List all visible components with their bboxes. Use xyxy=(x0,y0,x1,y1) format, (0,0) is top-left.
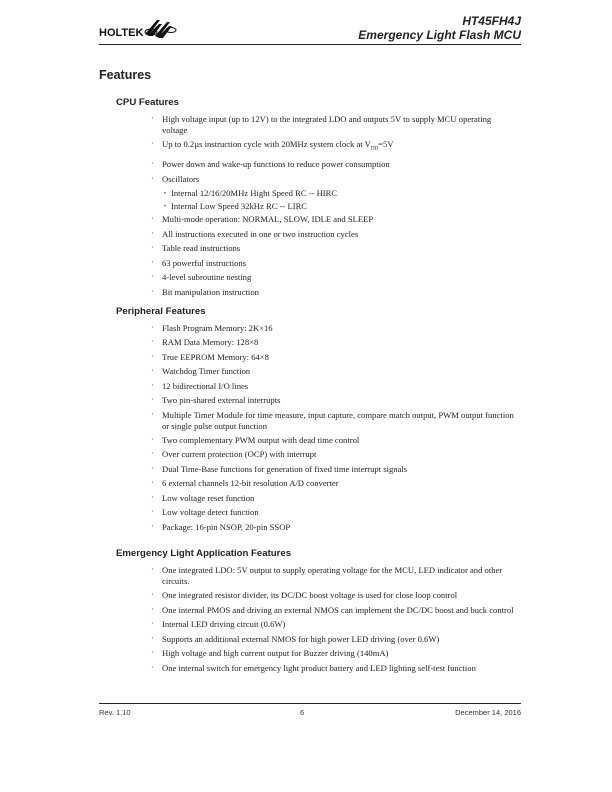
list-item-text: True EEPROM Memory: 64×8 xyxy=(162,351,269,362)
bullet-icon: · xyxy=(151,173,154,183)
document-header xyxy=(358,14,521,42)
list-item xyxy=(116,464,516,475)
bullet-icon: · xyxy=(151,323,154,332)
list-item-text: Low voltage detect function xyxy=(162,507,259,518)
bullet-icon: · xyxy=(151,228,154,238)
list-item xyxy=(116,619,516,630)
list-item-text: Oscillators xyxy=(162,173,200,184)
part-number: HT45FH4J xyxy=(462,14,521,28)
list-item-text: 6 external channels 12-bit resolution A/D converter xyxy=(162,478,339,489)
section-heading: Peripheral Features xyxy=(116,306,206,317)
footer-divider xyxy=(99,703,521,704)
bullet-icon: · xyxy=(151,565,154,574)
list-item xyxy=(116,590,516,601)
bullet-icon: · xyxy=(151,521,154,531)
list-item-text: Two pin-shared external interrupts xyxy=(162,395,281,406)
footer-page-number: 6 xyxy=(300,708,305,717)
footer-date: December 14, 2016 xyxy=(455,708,521,717)
bullet-icon: · xyxy=(151,351,154,361)
sub-list-item xyxy=(116,201,516,212)
list-item-text: Bit manipulation instruction xyxy=(162,286,259,297)
text-part: =5V xyxy=(378,139,394,150)
list-item-text: High voltage input (up to 12V) to the integrated LDO and outputs 5V to supply MCU operating voltage xyxy=(162,114,492,135)
list-item xyxy=(116,478,516,489)
bullet-icon: · xyxy=(151,214,154,224)
list-item-text: Power down and wake-up functions to reduce power consumption xyxy=(162,159,390,170)
list-item xyxy=(116,229,516,240)
list-item-text: Package: 16-pin NSOP, 20-pin SSOP xyxy=(162,521,291,532)
list-item xyxy=(116,648,516,659)
cpu-features-section xyxy=(116,97,516,301)
list-item-text: All instructions executed in one or two instruction cycles xyxy=(162,228,359,239)
sub-list-item xyxy=(116,188,516,199)
bullet-icon: · xyxy=(151,272,154,282)
bullet-icon: · xyxy=(151,633,154,643)
emergency-light-features-section xyxy=(116,548,516,677)
holtek-logo xyxy=(99,14,179,42)
bullet-icon: · xyxy=(151,648,154,658)
list-item-text: RAM Data Memory: 128×8 xyxy=(162,337,259,348)
list-item xyxy=(116,272,516,283)
feature-list xyxy=(116,323,516,532)
bullet-icon: · xyxy=(151,604,154,614)
list-item xyxy=(116,174,516,185)
list-item-text: Internal 12/16/20MHz Hight Speed RC -- HIRC xyxy=(171,188,338,199)
list-item xyxy=(116,410,516,431)
list-item xyxy=(116,381,516,392)
bullet-icon: · xyxy=(151,366,154,376)
bullet-icon: · xyxy=(151,409,154,419)
footer-revision: Rev. 1.10 xyxy=(99,708,131,717)
list-item-text xyxy=(162,139,394,152)
list-item xyxy=(116,507,516,518)
list-item xyxy=(116,114,516,135)
list-item-text: Multi-mode operation: NORMAL, SLOW, IDLE and SLEEP xyxy=(162,214,374,225)
list-item-text: Multiple Timer Module for time measure, input capture, compare match output, PWM output function or single pulse output function xyxy=(162,409,514,431)
list-item xyxy=(116,663,516,674)
bullet-icon: · xyxy=(151,449,154,459)
list-item xyxy=(116,605,516,616)
list-item xyxy=(116,323,516,334)
list-item-text: Internal LED driving circuit (0.6W) xyxy=(162,619,286,630)
list-item-text: 12 bidirectional I/O lines xyxy=(162,380,249,391)
list-item xyxy=(116,287,516,298)
sub-bullet-icon: • xyxy=(164,204,167,211)
page-title: Features xyxy=(99,68,152,82)
list-item xyxy=(116,159,516,170)
logo-mark-icon xyxy=(145,20,176,38)
list-item xyxy=(116,243,516,254)
bullet-icon: · xyxy=(151,507,154,517)
text-part: Up to 0.2µs instruction cycle with 20MHz system clock at V xyxy=(162,139,371,150)
list-item-text: Flash Program Memory: 2K×16 xyxy=(162,323,273,333)
bullet-icon: · xyxy=(151,619,154,629)
list-item xyxy=(116,352,516,363)
bullet-icon: · xyxy=(151,337,154,347)
list-item xyxy=(116,449,516,460)
list-item xyxy=(116,395,516,406)
feature-list xyxy=(116,565,516,673)
bullet-icon: · xyxy=(151,478,154,488)
sub-bullet-icon: • xyxy=(164,191,167,198)
bullet-icon: · xyxy=(151,257,154,267)
bullet-icon: · xyxy=(151,139,154,149)
list-item-text: One integrated LDO: 5V output to supply operating voltage for the MCU, LED indicator and other circuits. xyxy=(162,565,503,586)
bullet-icon: · xyxy=(151,114,154,123)
list-item xyxy=(116,435,516,446)
list-item-text: Internal Low Speed 32kHz RC -- LIRC xyxy=(171,201,308,212)
list-item-text: One integrated resistor divider, its DC/DC boost voltage is used for close loop control xyxy=(162,590,458,601)
list-item xyxy=(116,258,516,269)
list-item xyxy=(116,522,516,533)
feature-list xyxy=(116,114,516,297)
list-item-text: One internal switch for emergency light product battery and LED lighting self-test function xyxy=(162,662,476,673)
list-item xyxy=(116,139,516,155)
list-item-text: Watchdog Timer function xyxy=(162,366,251,377)
list-item-text: Table read instructions xyxy=(162,243,241,254)
header-divider xyxy=(99,44,521,45)
list-item xyxy=(116,634,516,645)
list-item xyxy=(116,565,516,586)
bullet-icon: · xyxy=(151,286,154,296)
bullet-icon: · xyxy=(151,662,154,672)
logo-text: HOLTEK xyxy=(99,27,144,39)
bullet-icon: · xyxy=(151,463,154,473)
bullet-icon: · xyxy=(151,590,154,600)
list-item-text: One internal PMOS and driving an external NMOS can implement the DC/DC boost and buck control xyxy=(162,604,514,615)
bullet-icon: · xyxy=(151,492,154,502)
list-item-text: 4-level subroutine nesting xyxy=(162,272,252,283)
bullet-icon: · xyxy=(151,159,154,169)
document-subtitle: Emergency Light Flash MCU xyxy=(358,28,521,42)
list-item-text: 63 powerful instructions xyxy=(162,257,247,268)
list-item-text: Dual Time-Base functions for generation of fixed time interrupt signals xyxy=(162,463,408,474)
bullet-icon: · xyxy=(151,434,154,444)
section-heading: CPU Features xyxy=(116,97,179,108)
bullet-icon: · xyxy=(151,380,154,390)
list-item xyxy=(116,366,516,377)
list-item-text: Low voltage reset function xyxy=(162,492,255,503)
peripheral-features-section xyxy=(116,306,516,536)
bullet-icon: · xyxy=(151,395,154,405)
list-item-text: Two complementary PWM output with dead time control xyxy=(162,434,360,445)
list-item xyxy=(116,214,516,225)
list-item xyxy=(116,493,516,504)
list-item xyxy=(116,337,516,348)
section-heading: Emergency Light Application Features xyxy=(116,548,292,559)
list-item-text: Supports an additional external NMOS for high power LED driving (over 0.6W) xyxy=(162,633,440,644)
subscript: DD xyxy=(370,146,379,152)
list-item-text: Over current protection (OCP) with interrupt xyxy=(162,449,317,460)
bullet-icon: · xyxy=(151,243,154,253)
list-item-text: High voltage and high current output for Buzzer driving (140mA) xyxy=(162,648,389,659)
